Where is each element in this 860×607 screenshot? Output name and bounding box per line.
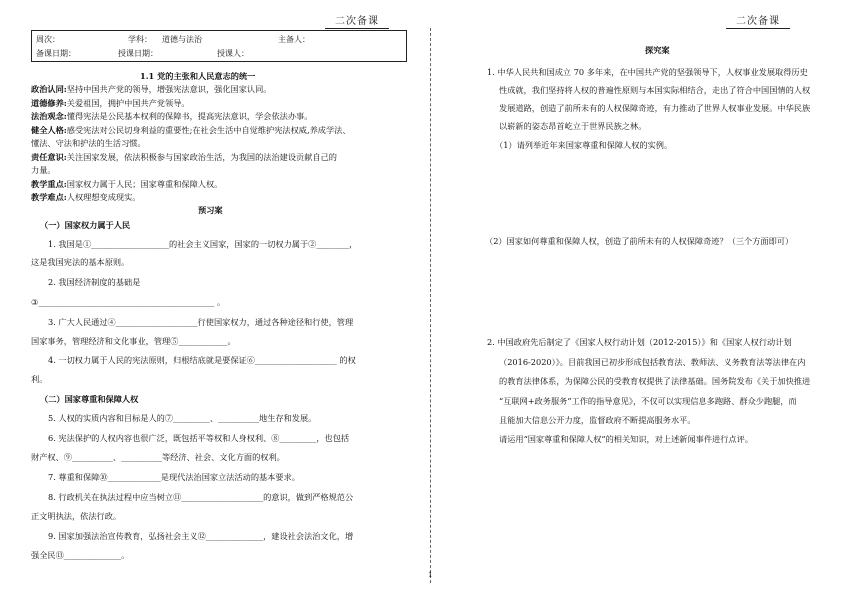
column-divider	[430, 28, 431, 583]
paragraph-line: 性成就，我们坚持将人权的普遍性原则与本国实际相结合，走出了符合中国国情的人权	[499, 85, 811, 95]
inquiry-question-1-2: （2）国家如何尊重和保障人权，创造了前所未有的人权保障奇迹？（三个方面即可）	[485, 236, 794, 246]
question-2-cont: ③___________________________________________ 。	[31, 297, 226, 307]
question-3: 3. 广大人民通过④____________________行使国家权力，通过各种途径和行使，管理	[48, 317, 354, 327]
lesson-title: 1.1 党的主张和人民意志的统一	[140, 71, 256, 81]
lesson-info-box	[31, 30, 407, 62]
question-9-cont: 强全民⑬______________。	[31, 550, 130, 560]
inquiry-paragraph-2	[487, 333, 847, 431]
inquiry-paragraph-1	[487, 63, 847, 135]
goal-item: 懂法、守法和护法的生活习惯。	[31, 138, 146, 148]
question-1: 1. 我国是①___________________的社会主义国家，国家的一切权力属于②________，	[48, 239, 358, 249]
preview-title: 预习案	[198, 205, 223, 215]
inquiry-title: 探究案	[645, 45, 670, 55]
question-7: 7. 尊重和保障⑩_____________是现代法治国家立法活动的基本要求。	[48, 472, 300, 482]
right-revision-header: 二次备课	[726, 12, 790, 29]
goal-item: 法治观念:懂得宪法是公民基本权利的保障书，提高宪法意识，学会依法办事。	[31, 111, 313, 121]
question-1-cont: 这是我国宪法的基本原则。	[31, 257, 130, 267]
question-2: 2. 我国经济制度的基础是	[48, 277, 141, 287]
question-6: 6. 宪法保护的人权内容也很广泛，既包括平等权和人身权利、⑧_________，也包括	[48, 433, 350, 443]
subject-label: 学科：	[128, 35, 152, 44]
question-5: 5. 人权的实质内容和目标是人的⑦_________、__________地生存和发展。	[48, 413, 317, 423]
week-label: 周次：	[36, 35, 60, 44]
section-2-title: （二）国家尊重和保障人权	[40, 394, 139, 404]
paragraph-line: “互联网+政务服务”工作的指导意见》，不仅可以实现信息多跑路、群众少跑腿，而	[499, 395, 797, 406]
goal-item: 政治认同:坚持中国共产党的领导，增强宪法意识，强化国家认同。	[31, 84, 272, 94]
section-1-title: （一）国家权力属于人民	[40, 220, 131, 230]
subject-value: 道德与法治	[162, 35, 202, 44]
question-6-cont: 财产权、⑨__________、__________等经济、社会、文化方面的权利。	[31, 452, 285, 462]
page-number: 1	[428, 571, 433, 579]
paragraph-line: （2016-2020）》。目前我国已初步形成包括教育法、教师法、义务教育法等法律在内	[499, 356, 806, 367]
goal-item: 力量。	[31, 165, 56, 175]
goal-item: 教学难点:人权理想变成现实。	[31, 192, 141, 202]
teacher-label: 授课人：	[217, 49, 249, 58]
inquiry-question-1-1: （1）请列举近年来国家尊重和保障人权的实例。	[495, 140, 673, 150]
goal-item: 健全人格:感受宪法对公民切身利益的重要性;在社会生活中自觉维护宪法权威,养成学法、	[31, 124, 351, 135]
paragraph-line: 且能加大信息公开力度，监督政府不断提高服务水平。	[499, 415, 696, 425]
question-3-cont: 国家事务，管理经济和文化事业，管理⑤____________。	[31, 336, 236, 346]
paragraph-line: 1. 中华人民共和国成立 70 多年来，在中国共产党的坚强领导下，人权事业发展取得历史	[487, 67, 808, 77]
question-8: 8. 行政机关在执法过程中应当树立⑪____________________的意识，做到严格规范公	[48, 492, 354, 502]
question-4: 4. 一切权力属于人民的宪法原则，归根结底就是要保证⑥____________________ 的权	[48, 355, 356, 365]
goals-list	[31, 83, 411, 205]
prep-date-label: 备课日期：	[36, 49, 76, 58]
paragraph-line: 以崭新的姿态昂首屹立于世界民族之林。	[499, 121, 647, 131]
paragraph-line: 的教育法律体系，为保障公民的受教育权提供了法律基础。国务院发布《关于加快推进	[499, 376, 811, 386]
goal-item: 教学重点:国家权力属于人民；国家尊重和保障人权。	[31, 178, 223, 189]
teach-date-label: 授课日期：	[118, 49, 158, 58]
preparer-label: 主备人：	[278, 35, 310, 44]
paragraph-line: 发展道路，创造了前所未有的人权保障奇迹，有力推动了世界人权事业发展。中华民族	[499, 103, 811, 113]
inquiry-question-2: 请运用“国家尊重和保障人权”的相关知识，对上述新闻事件进行点评。	[499, 434, 753, 444]
paragraph-line: 2. 中国政府先后制定了《国家人权行动计划（2012-2015）》和《国家人权行动计划	[487, 337, 792, 347]
question-8-cont: 正文明执法，依法行政。	[31, 511, 122, 521]
goal-item: 道德修养:关爱祖国，拥护中国共产党领导。	[31, 97, 190, 108]
left-revision-header: 二次备课	[325, 12, 389, 29]
question-4-cont: 利。	[31, 374, 48, 384]
goal-item: 责任意识:关注国家发展，依法积极参与国家政治生活，为我国的法治建设贡献自己的	[31, 151, 337, 162]
question-9: 9. 国家加强法治宣传教育，弘扬社会主义⑫______________，建设社会法治文化，增	[48, 531, 354, 541]
